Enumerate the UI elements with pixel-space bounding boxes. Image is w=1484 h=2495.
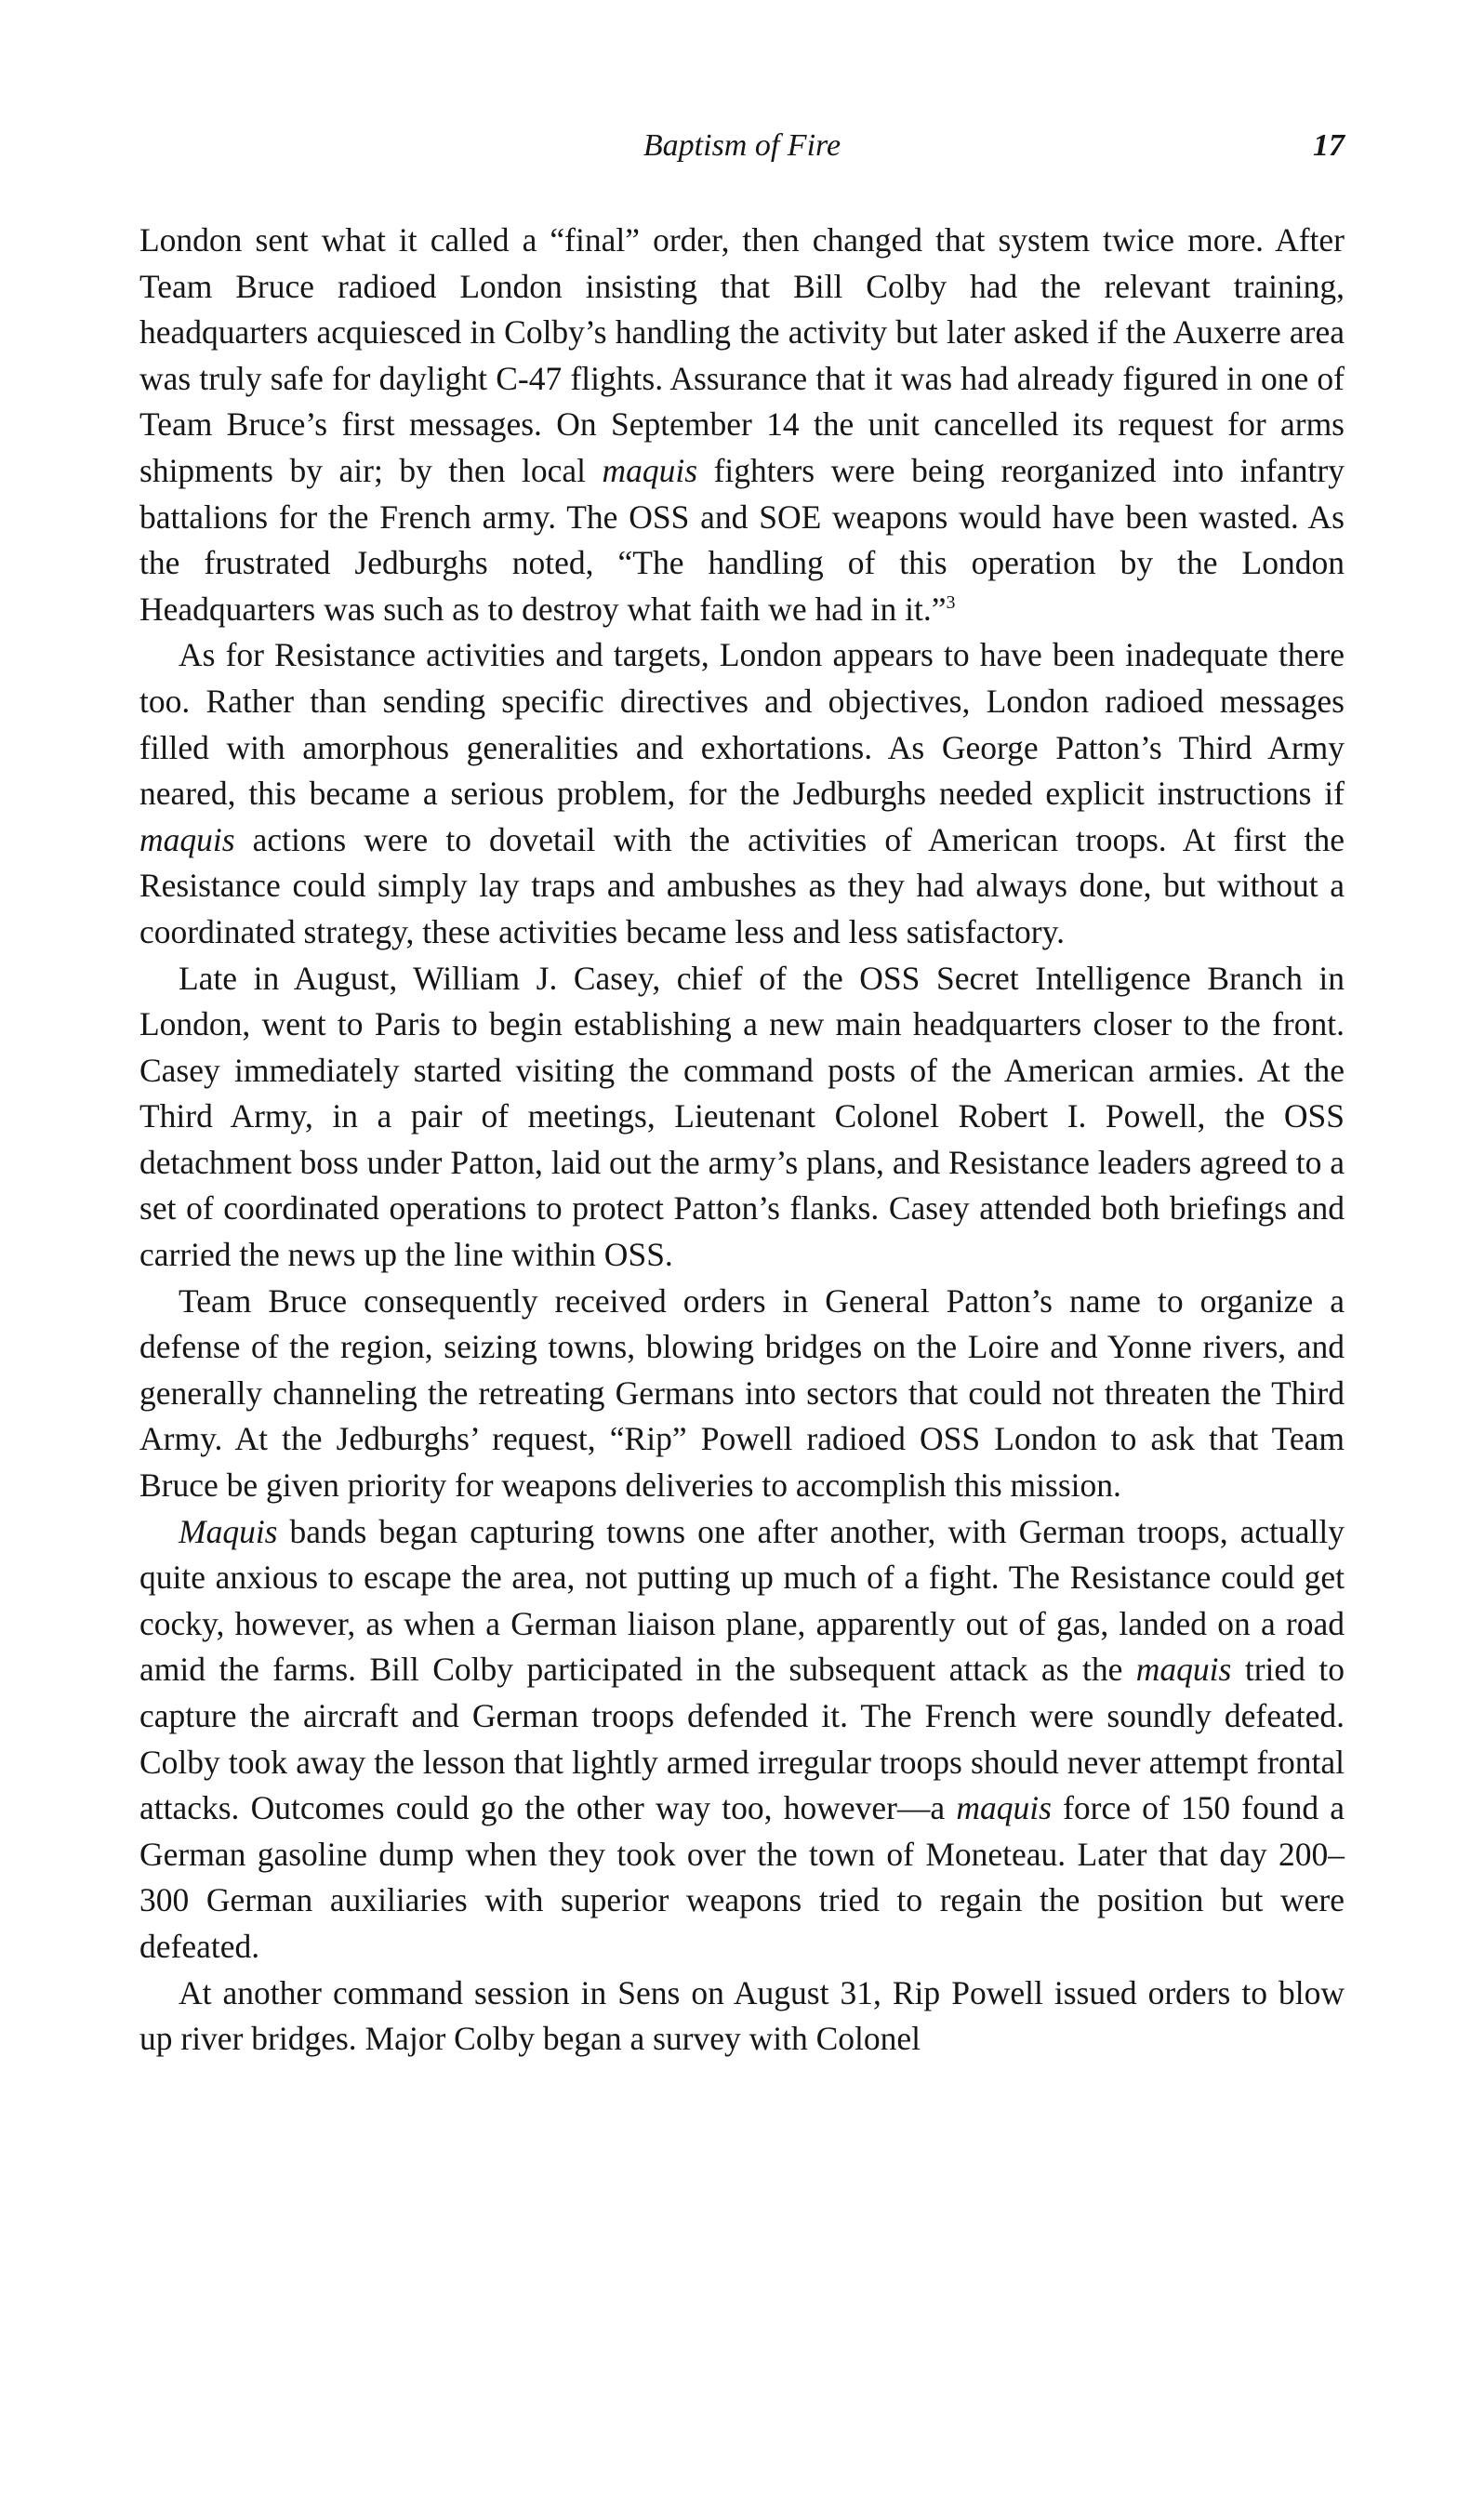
text-run: bands began capturing towns one after another, with German troops, actually quite anxious to escape the area, not putting up much of a fight. The Resistance could get cocky, however, as when a German liaison plane, apparently out of gas, landed on a road amid the farms. Bill Colby participated in the subsequent attack as the: [139, 1512, 1345, 1689]
paragraph-6: [139, 1971, 1345, 2063]
text-run: fighters were being reorganized into infantry battalions for the French army. The OSS and SOE weapons would have been wasted. As the frustrated Jedburghs noted, “The handling of this operation by the London Headquarters was such as to destroy what faith we had in it.”: [139, 451, 1345, 628]
page-number: 17: [1313, 128, 1345, 163]
text-run: force of 150 found a German gasoline dump when they took over the town of Moneteau. Later that day 200–300 German auxiliaries with superior weapons tried to regain the position but were defeated.: [139, 1789, 1345, 1965]
text-run: At another command session in Sens on August 31, Rip Powell issued orders to blow up river bridges. Major Colby began a survey with Colonel: [139, 1973, 1345, 2058]
italic-term: maquis: [139, 820, 235, 858]
paragraph-5: [139, 1509, 1345, 1971]
text-run: tried to capture the aircraft and German troops defended it. The French were soundly defeated. Colby took away the lesson that lightly armed irregular troops should never attempt frontal attacks. Outcomes could go the other way too, however—a: [139, 1651, 1345, 1827]
text-run: London sent what it called a “final” order, then changed that system twice more. After Team Bruce radioed London insisting that Bill Colby had the relevant training, headquarters acquiesced in Colby’s handling the activity but later asked if the Auxerre area was truly safe for daylight C-47 flights. Assurance that it was had already figured in one of Team Bruce’s first messages. On September 14 the unit cancelled its request for arms shipments by air; by then local: [139, 221, 1345, 489]
footnote-marker: 3: [946, 591, 956, 613]
paragraph-1: [139, 218, 1345, 632]
body-text: [139, 218, 1345, 2063]
paragraph-4: [139, 1279, 1345, 1509]
running-head: [139, 121, 1345, 177]
paragraph-2: [139, 632, 1345, 955]
italic-term: maquis: [956, 1789, 1052, 1827]
paragraph-3: [139, 956, 1345, 1279]
text-run: Team Bruce consequently received orders in General Patton’s name to organize a defense of the region, seizing towns, blowing bridges on the Loire and Yonne rivers, and generally channeling the retreating Germans into sectors that could not threaten the Third Army. At the Jedburghs’ request, “Rip” Powell radioed OSS London to ask that Team Bruce be given priority for weapons deliveries to accomplish this mission.: [139, 1281, 1345, 1505]
text-run: actions were to dovetail with the activities of American troops. At first the Resistance could simply lay traps and ambushes as they had always done, but without a coordinated strategy, these activities became less and less satisfactory.: [139, 820, 1345, 950]
book-page: [139, 121, 1345, 2063]
text-run: As for Resistance activities and targets, London appears to have been inadequate there too. Rather than sending specific directives and objectives, London radioed messages filled with amorphous generalities and exhortations. As George Patton’s Third Army neared, this became a serious problem, for the Jedburghs needed explicit instructions if: [139, 636, 1345, 813]
italic-term: Maquis: [179, 1512, 278, 1550]
italic-term: maquis: [1135, 1651, 1232, 1689]
italic-term: maquis: [602, 451, 698, 489]
text-run: Late in August, William J. Casey, chief of the OSS Secret Intelligence Branch in London, went to Paris to begin establishing a new main headquarters closer to the front. Casey immediately started visiting the command posts of the American armies. At the Third Army, in a pair of meetings, Lieutenant Colonel Robert I. Powell, the OSS detachment boss under Patton, laid out the army’s plans, and Resistance leaders agreed to a set of coordinated operations to protect Patton’s flanks. Casey attended both briefings and carried the news up the line within OSS.: [139, 959, 1345, 1274]
running-title: Baptism of Fire: [643, 128, 841, 163]
